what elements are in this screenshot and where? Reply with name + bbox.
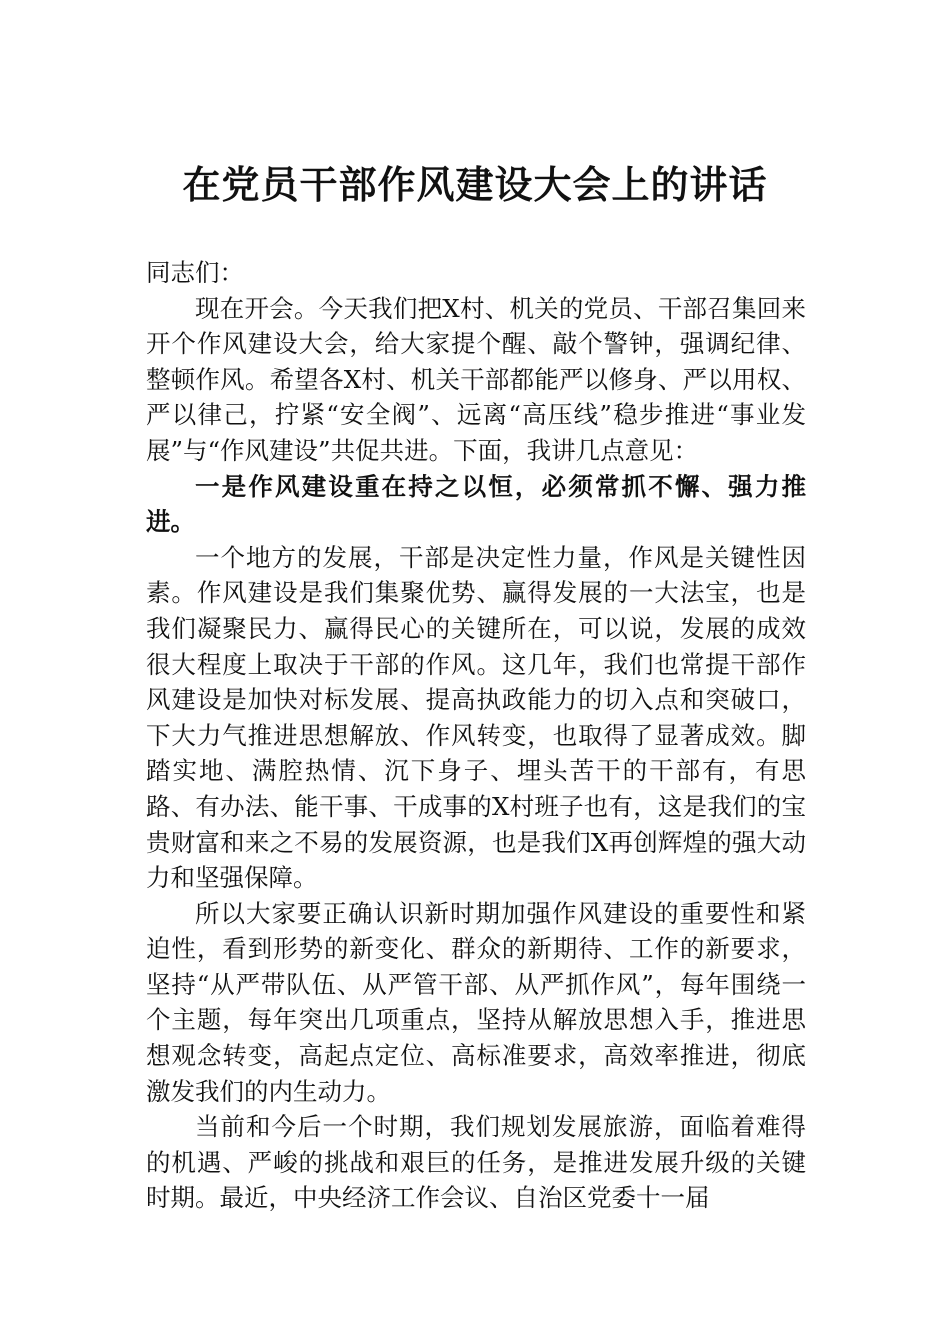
salutation: 同志们： — [146, 258, 244, 287]
paragraph-opening: 现在开会。今天我们把X村、机关的党员、干部召集回来开个作风建设大会，给大家提个醒、敲个警钟，强调纪律、整顿作风。希望各X村、机关干部都能严以修身、严以用权、严以律己，拧紧“安全阀”、远离“高压线”稳步推进“事业发展”与“作风建设”共促共进。下面，我讲几点意见： — [146, 293, 806, 465]
paragraph-importance: 所以大家要正确认识新时期加强作风建设的重要性和紧迫性，看到形势的新变化、群众的新期待、工作的新要求，坚持“从严带队伍、从严管干部、从严抓作风”，每年围绕一个主题，每年突出几项重点，坚持从解放思想入手，推进思想观念转变，高起点定位、高标准要求，高效率推进，彻底激发我们的内生动力。 — [146, 898, 806, 1106]
section-heading-1: 一是作风建设重在持之以恒，必须常抓不懈、强力推进。 — [146, 471, 806, 537]
paragraph-cadre-role: 一个地方的发展，干部是决定性力量，作风是关键性因素。作风建设是我们集聚优势、赢得发展的一大法宝，也是我们凝聚民力、赢得民心的关键所在，可以说，发展的成效很大程度上取决于干部的作风。这几年，我们也常提干部作风建设是加快对标发展、提高执政能力的切入点和突破口，下大力气推进思想解放、作风转变，也取得了显著成效。脚踏实地、满腔热情、沉下身子、埋头苦干的干部有，有思路、有办法、能干事、干成事的X村班子也有，这是我们的宝贵财富和来之不易的发展资源，也是我们X再创辉煌的强大动力和坚强保障。 — [146, 542, 806, 893]
document-title: 在党员干部作风建设大会上的讲话 — [182, 162, 768, 207]
document-body — [146, 255, 806, 1216]
paragraph-current-period: 当前和今后一个时期，我们规划发展旅游，面临着难得的机遇、严峻的挑战和艰巨的任务，是推进发展升级的关键时期。最近，中央经济工作会议、自治区党委十一届 — [146, 1112, 806, 1213]
